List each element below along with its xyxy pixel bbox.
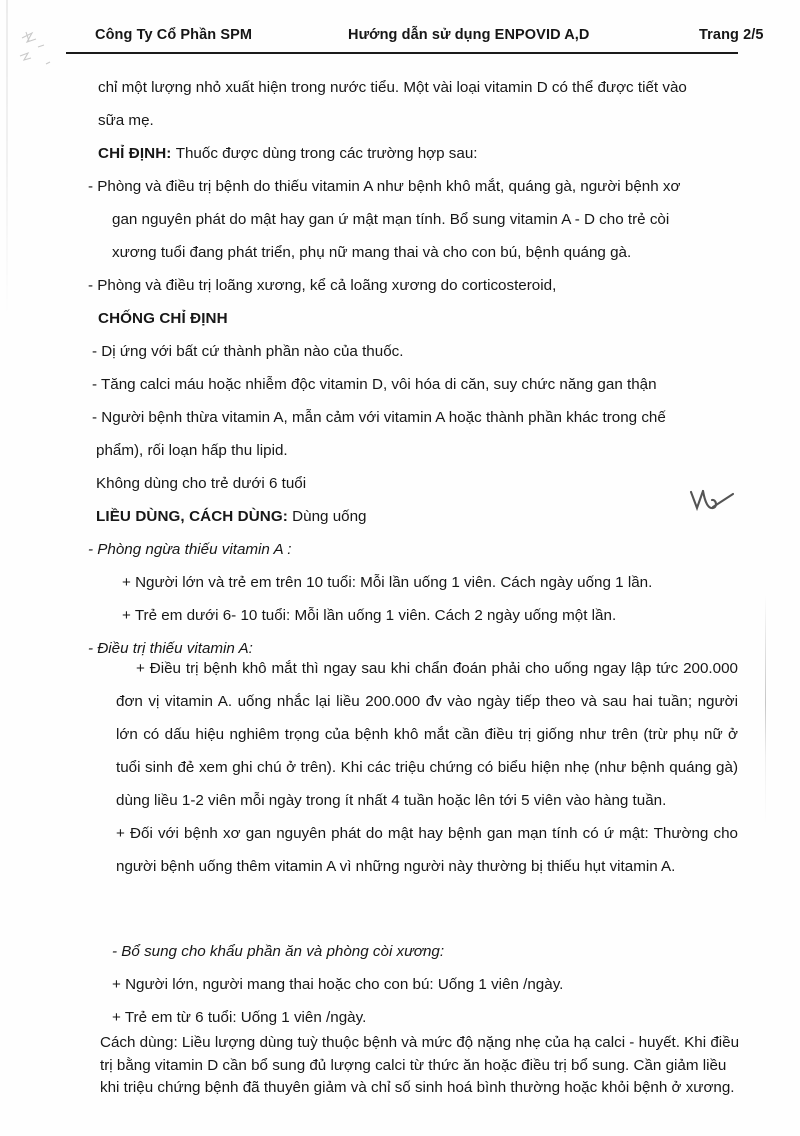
- chong-chi-dinh-bullet-2: - Tăng calci máu hoặc nhiễm độc vitamin D, vôi hóa di căn, suy chức năng gan thận: [92, 376, 657, 393]
- lieu-dung-heading-label: LIỀU DÙNG, CÁCH DÙNG:: [96, 508, 288, 525]
- lieu-dung-sub1-item-2: + Trẻ em dưới 6- 10 tuổi: Mỗi lần uống 1 viên. Cách 2 ngày uống một lần.: [122, 607, 617, 624]
- section-heading-chong-chi-dinh: CHỐNG CHỈ ĐỊNH: [98, 310, 228, 327]
- lieu-dung-sub3-item-1: + Người lớn, người mang thai hoặc cho con bú: Uống 1 viên /ngày.: [112, 976, 564, 993]
- header-page-number: Trang 2/5: [699, 27, 764, 43]
- scan-artifact-left-edge: [6, 0, 8, 1136]
- lieu-dung-heading-rest: Dùng uống: [292, 508, 367, 525]
- lieu-dung-sub-heading-3: - Bổ sung cho khẩu phần ăn và phòng còi xương:: [112, 943, 445, 960]
- header-company-name: Công Ty Cổ Phần SPM: [95, 27, 253, 43]
- lieu-dung-sub2-paragraph-1: + Điều trị bệnh khô mắt thì ngay sau khi chẩn đoán phải cho uống ngay lập tức 200.000 đơn vị vitamin A. uống nhắc lại liều 200.000 đv vào ngày tiếp theo và sau hai tuần; người lớn có dấu hiệu nghiêm trọng của bệnh khô mắt cần điều trị giống như trên (trừ phụ nữ ở tuổi sinh đẻ xem ghi chú ở trên). Khi các triệu chứng có biểu hiện nhẹ (như bệnh quáng gà) dùng liều 1-2 viên mỗi ngày trong ít nhất 4 tuần hoặc lên tới 5 viên vào hàng tuần.: [116, 660, 738, 809]
- lieu-dung-sub1-item-1: + Người lớn và trẻ em trên 10 tuổi: Mỗi lần uống 1 viên. Cách ngày uống 1 lần.: [122, 574, 653, 591]
- chi-dinh-bullet-1-line-1: - Phòng và điều trị bệnh do thiếu vitamin A như bệnh khô mắt, quáng gà, người bệnh xơ: [88, 178, 681, 195]
- lieu-dung-sub-heading-2: - Điều trị thiếu vitamin A:: [88, 640, 253, 657]
- section-heading-chi-dinh: [98, 144, 478, 164]
- lieu-dung-sub2-paragraph-2: + Đối với bệnh xơ gan nguyên phát do mật hay bệnh gan mạn tính có ứ mật: Thường cho người bệnh uống thêm vitamin A vì những người này thường bị thiếu hụt vitamin A.: [116, 825, 738, 875]
- scan-smudge-artifact: [16, 24, 62, 76]
- chong-chi-dinh-note: Không dùng cho trẻ dưới 6 tuổi: [96, 475, 307, 492]
- chi-dinh-bullet-1-line-2: gan nguyên phát do mật hay gan ứ mật mạn tính. Bổ sung vitamin A - D cho trẻ còi: [112, 211, 670, 228]
- chi-dinh-bullet-2: - Phòng và điều trị loãng xương, kể cả loãng xương do corticosteroid,: [88, 277, 557, 294]
- intro-line-1: chỉ một lượng nhỏ xuất hiện trong nước tiểu. Một vài loại vitamin D có thể được tiết vào: [98, 79, 687, 96]
- chi-dinh-heading-label: CHỈ ĐỊNH:: [98, 145, 172, 162]
- chong-chi-dinh-bullet-3-line-2: phẩm), rối loạn hấp thu lipid.: [96, 442, 288, 459]
- handwritten-initial-mark: [686, 486, 738, 522]
- chi-dinh-heading-rest: Thuốc được dùng trong các trường hợp sau:: [175, 145, 478, 162]
- intro-line-2: sữa mẹ.: [98, 112, 154, 129]
- chi-dinh-bullet-1-line-3: xương tuổi đang phát triển, phụ nữ mang thai và cho con bú, bệnh quáng gà.: [112, 244, 632, 261]
- lieu-dung-sub-heading-1: - Phòng ngừa thiếu vitamin A :: [88, 541, 292, 558]
- header-document-title: Hướng dẫn sử dụng ENPOVID A,D: [348, 27, 590, 43]
- cach-dung-paragraph: Cách dùng: Liều lượng dùng tuỳ thuộc bệnh và mức độ nặng nhẹ của hạ calci - huyết. Khi điều trị bằng vitamin D cần bổ sung đủ lượng calci từ thức ăn hoặc điều trị bổ sung. Cần giảm liều khi triệu chứng bệnh đã thuyên giảm và chỉ số sinh hoá bình thường hoặc khỏi bệnh ở xương.: [100, 1034, 740, 1096]
- section-heading-lieu-dung: [96, 507, 367, 527]
- scan-artifact-right-edge: [765, 595, 766, 825]
- lieu-dung-sub3-item-2: + Trẻ em từ 6 tuổi: Uống 1 viên /ngày.: [112, 1009, 367, 1026]
- document-header: [66, 26, 764, 54]
- chong-chi-dinh-bullet-1: - Dị ứng với bất cứ thành phần nào của thuốc.: [92, 343, 404, 360]
- chong-chi-dinh-bullet-3-line-1: - Người bệnh thừa vitamin A, mẫn cảm với vitamin A hoặc thành phần khác trong chế: [92, 409, 666, 426]
